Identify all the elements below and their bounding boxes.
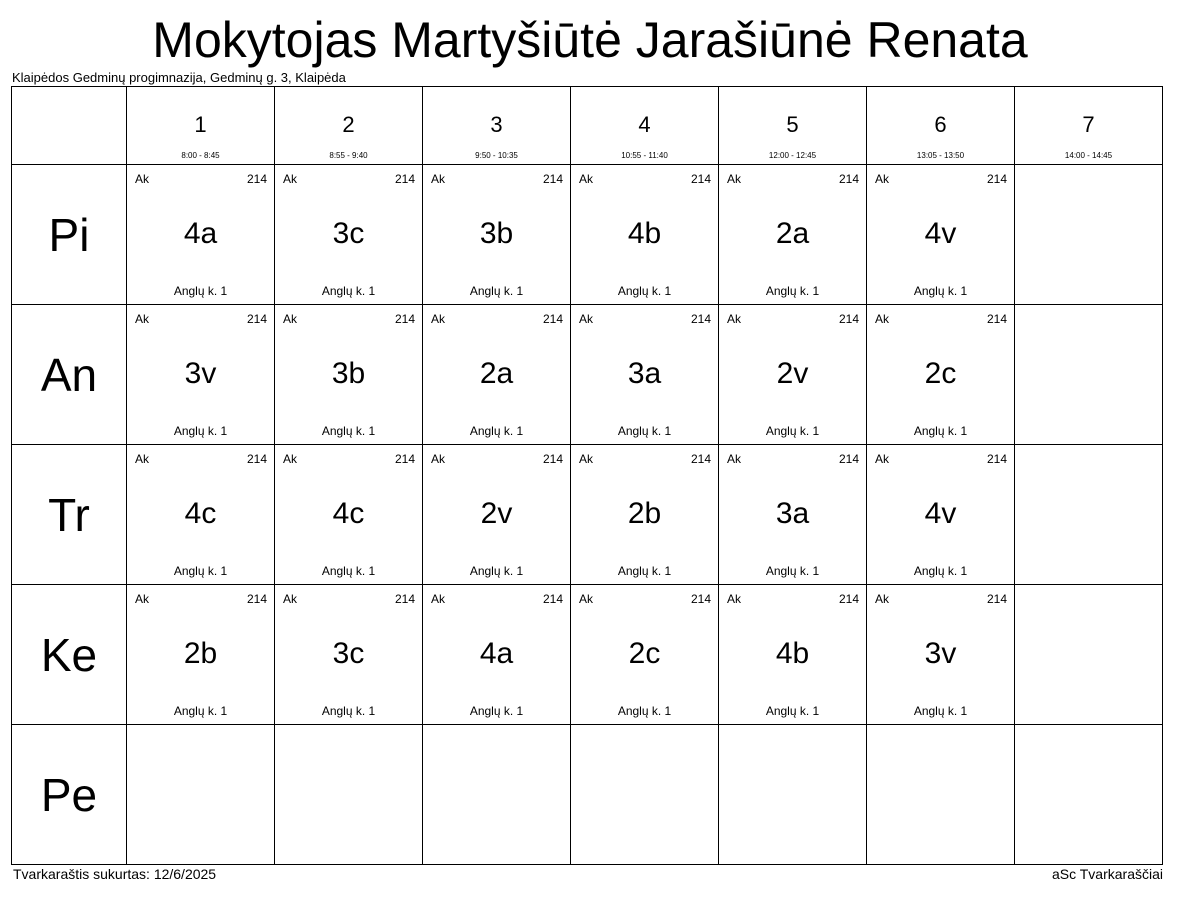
lesson-cell	[867, 305, 1015, 445]
class-name: 4v	[924, 497, 957, 530]
lesson-cell	[423, 445, 571, 585]
teacher-code: Ak	[727, 172, 742, 186]
lesson-cell	[719, 305, 867, 445]
class-name: 4b	[627, 217, 662, 250]
empty-cell	[867, 725, 1015, 865]
subject-name: Anglų k. 1	[617, 704, 672, 718]
period-number: 5	[786, 112, 799, 137]
subject-name: Anglų k. 1	[469, 704, 524, 718]
empty-cell	[1015, 305, 1163, 445]
room-number: 214	[838, 172, 859, 186]
empty-cell	[1015, 585, 1163, 725]
class-name: 2v	[480, 497, 513, 530]
period-header	[423, 87, 571, 165]
teacher-code: Ak	[431, 312, 446, 326]
subject-name: Anglų k. 1	[173, 424, 228, 438]
subject-name: Anglų k. 1	[765, 704, 820, 718]
room-number: 214	[690, 452, 711, 466]
teacher-code: Ak	[579, 592, 594, 606]
class-name: 4v	[924, 217, 957, 250]
class-name: 3b	[331, 357, 366, 390]
room-number: 214	[246, 452, 267, 466]
class-name: 4c	[184, 497, 217, 530]
lesson-cell	[571, 305, 719, 445]
teacher-code: Ak	[283, 452, 298, 466]
period-header	[127, 87, 275, 165]
class-name: 4b	[775, 637, 810, 670]
brand-label: aSc Tvarkaraščiai	[1051, 866, 1163, 882]
subject-name: Anglų k. 1	[321, 564, 376, 578]
class-name: 2b	[627, 497, 662, 530]
subject-name: Anglų k. 1	[765, 424, 820, 438]
teacher-code: Ak	[135, 312, 150, 326]
subject-name: Anglų k. 1	[913, 564, 968, 578]
room-number: 214	[542, 312, 563, 326]
teacher-code: Ak	[875, 452, 890, 466]
room-number: 214	[838, 452, 859, 466]
teacher-code: Ak	[283, 592, 298, 606]
period-time: 12:00 - 12:45	[768, 151, 817, 160]
empty-cell	[275, 725, 423, 865]
empty-cell	[1015, 165, 1163, 305]
period-time: 8:00 - 8:45	[181, 151, 220, 160]
teacher-code: Ak	[135, 452, 150, 466]
room-number: 214	[246, 172, 267, 186]
room-number: 214	[542, 172, 563, 186]
subject-name: Anglų k. 1	[321, 284, 376, 298]
class-name: 2a	[775, 217, 810, 250]
class-name: 2a	[479, 357, 514, 390]
teacher-code: Ak	[727, 312, 742, 326]
page-title: Mokytojas Martyšiūtė Jarašiūnė Renata	[152, 12, 1028, 68]
subject-name: Anglų k. 1	[173, 564, 228, 578]
teacher-code: Ak	[875, 172, 890, 186]
period-header	[275, 87, 423, 165]
created-date: Tvarkaraštis sukurtas: 12/6/2025	[13, 866, 217, 882]
class-name: 4c	[332, 497, 365, 530]
room-number: 214	[986, 312, 1007, 326]
room-number: 214	[542, 452, 563, 466]
subject-name: Anglų k. 1	[765, 564, 820, 578]
room-number: 214	[838, 592, 859, 606]
class-name: 3v	[924, 637, 957, 670]
day-name: Tr	[12, 445, 127, 585]
teacher-code: Ak	[283, 172, 298, 186]
class-name: 3a	[627, 357, 662, 390]
school-address: Klaipėdos Gedminų progimnazija, Gedminų g. 3, Klaipėda	[12, 70, 346, 85]
subject-name: Anglų k. 1	[321, 704, 376, 718]
room-number: 214	[690, 312, 711, 326]
class-name: 4a	[479, 637, 514, 670]
lesson-cell	[571, 165, 719, 305]
room-number: 214	[542, 592, 563, 606]
teacher-code: Ak	[135, 592, 150, 606]
period-header	[719, 87, 867, 165]
room-number: 214	[838, 312, 859, 326]
lesson-cell	[275, 305, 423, 445]
empty-cell	[571, 725, 719, 865]
period-header	[571, 87, 719, 165]
room-number: 214	[986, 172, 1007, 186]
day-row	[12, 305, 1163, 445]
lesson-cell	[719, 585, 867, 725]
period-time: 10:55 - 11:40	[621, 151, 668, 160]
period-header	[1015, 87, 1163, 165]
room-number: 214	[394, 172, 415, 186]
lesson-cell	[867, 165, 1015, 305]
period-header	[867, 87, 1015, 165]
period-number: 1	[194, 112, 207, 137]
period-number: 3	[490, 112, 503, 137]
period-number: 2	[342, 112, 355, 137]
lesson-cell	[719, 165, 867, 305]
class-name: 2b	[183, 637, 218, 670]
lesson-cell	[423, 165, 571, 305]
period-number: 7	[1082, 112, 1095, 137]
day-row	[12, 165, 1163, 305]
subject-name: Anglų k. 1	[469, 424, 524, 438]
teacher-code: Ak	[579, 312, 594, 326]
lesson-cell	[571, 585, 719, 725]
room-number: 214	[986, 592, 1007, 606]
teacher-code: Ak	[431, 452, 446, 466]
room-number: 214	[394, 312, 415, 326]
day-row	[12, 725, 1163, 865]
teacher-code: Ak	[431, 172, 446, 186]
class-name: 4a	[183, 217, 218, 250]
subject-name: Anglų k. 1	[617, 564, 672, 578]
lesson-cell	[275, 585, 423, 725]
period-time: 8:55 - 9:40	[329, 151, 368, 160]
room-number: 214	[394, 452, 415, 466]
day-name: Ke	[12, 585, 127, 725]
teacher-code: Ak	[727, 452, 742, 466]
teacher-code: Ak	[727, 592, 742, 606]
room-number: 214	[690, 592, 711, 606]
subject-name: Anglų k. 1	[469, 284, 524, 298]
lesson-cell	[127, 165, 275, 305]
empty-cell	[1015, 725, 1163, 865]
subject-name: Anglų k. 1	[765, 284, 820, 298]
period-number: 6	[934, 112, 947, 137]
teacher-code: Ak	[875, 592, 890, 606]
period-time: 14:00 - 14:45	[1064, 151, 1113, 160]
class-name: 3c	[332, 217, 365, 250]
room-number: 214	[394, 592, 415, 606]
class-name: 2c	[924, 357, 957, 390]
lesson-cell	[867, 585, 1015, 725]
teacher-code: Ak	[875, 312, 890, 326]
day-name: Pi	[12, 165, 127, 305]
lesson-cell	[571, 445, 719, 585]
subject-name: Anglų k. 1	[913, 704, 968, 718]
subject-name: Anglų k. 1	[469, 564, 524, 578]
room-number: 214	[246, 592, 267, 606]
empty-cell	[719, 725, 867, 865]
day-row	[12, 585, 1163, 725]
lesson-cell	[719, 445, 867, 585]
class-name: 3v	[184, 357, 217, 390]
subject-name: Anglų k. 1	[913, 424, 968, 438]
room-number: 214	[246, 312, 267, 326]
lesson-cell	[867, 445, 1015, 585]
room-number: 214	[986, 452, 1007, 466]
class-name: 3b	[479, 217, 514, 250]
day-row	[12, 445, 1163, 585]
period-time: 13:05 - 13:50	[916, 151, 965, 160]
lesson-cell	[127, 585, 275, 725]
teacher-code: Ak	[579, 172, 594, 186]
class-name: 3c	[332, 637, 365, 670]
lesson-cell	[423, 305, 571, 445]
teacher-code: Ak	[579, 452, 594, 466]
class-name: 3a	[775, 497, 810, 530]
period-number: 4	[638, 112, 651, 137]
room-number: 214	[690, 172, 711, 186]
corner-cell	[12, 87, 127, 165]
period-time: 9:50 - 10:35	[475, 151, 518, 160]
teacher-code: Ak	[283, 312, 298, 326]
lesson-cell	[423, 585, 571, 725]
empty-cell	[1015, 445, 1163, 585]
day-name: An	[12, 305, 127, 445]
subject-name: Anglų k. 1	[617, 284, 672, 298]
class-name: 2v	[776, 357, 809, 390]
lesson-cell	[275, 165, 423, 305]
teacher-code: Ak	[135, 172, 150, 186]
lesson-cell	[275, 445, 423, 585]
empty-cell	[127, 725, 275, 865]
lesson-cell	[127, 445, 275, 585]
teacher-code: Ak	[431, 592, 446, 606]
subject-name: Anglų k. 1	[173, 704, 228, 718]
timetable-grid	[11, 86, 1163, 865]
empty-cell	[423, 725, 571, 865]
period-header-row	[12, 87, 1163, 165]
day-name: Pe	[12, 725, 127, 865]
class-name: 2c	[628, 637, 661, 670]
lesson-cell	[127, 305, 275, 445]
subject-name: Anglų k. 1	[913, 284, 968, 298]
subject-name: Anglų k. 1	[173, 284, 228, 298]
subject-name: Anglų k. 1	[617, 424, 672, 438]
subject-name: Anglų k. 1	[321, 424, 376, 438]
